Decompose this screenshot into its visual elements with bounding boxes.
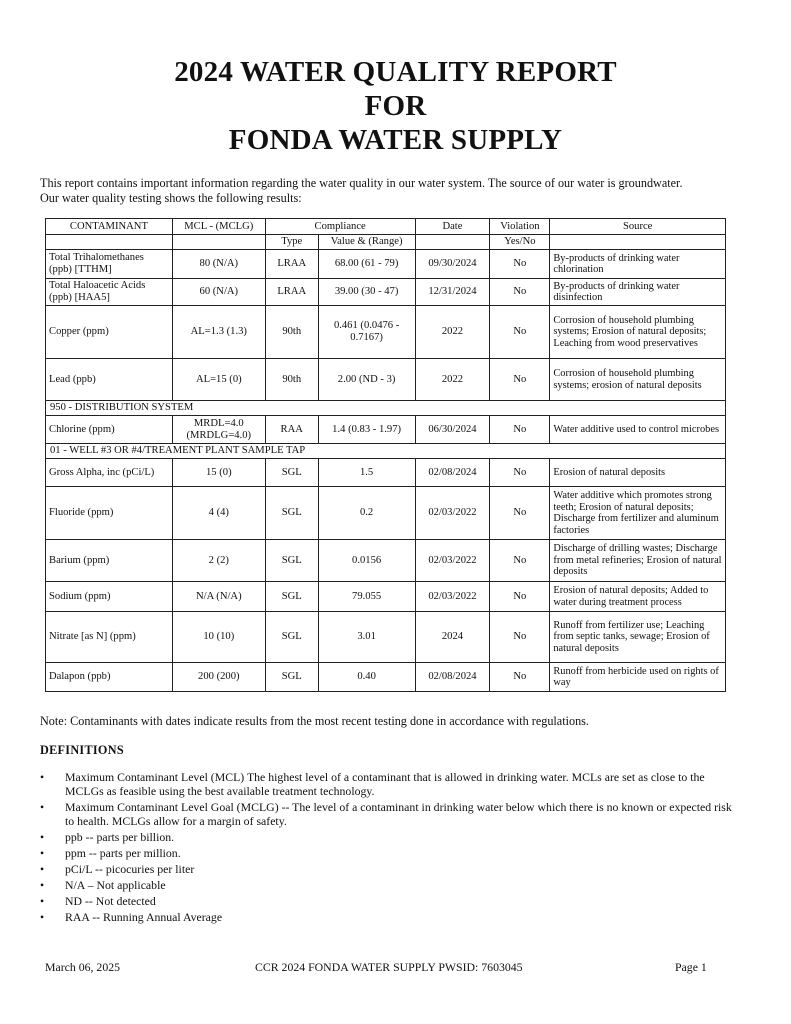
subheader-yesno: Yes/No [490, 235, 550, 250]
cell-violation: No [490, 416, 550, 444]
cell-mcl: 4 (4) [172, 487, 265, 540]
cell-type: SGL [265, 487, 318, 540]
table-row [46, 279, 726, 306]
section-label: 01 - WELL #3 OR #4/TREAMENT PLANT SAMPLE TAP [46, 444, 726, 459]
bullet-icon: • [40, 910, 45, 925]
cell-date: 02/08/2024 [415, 459, 490, 487]
bullet-icon: • [40, 845, 45, 860]
definition-item [40, 771, 740, 799]
cell-mcl: 200 (200) [172, 663, 265, 692]
cell-contaminant: Chlorine (ppm) [46, 416, 173, 444]
cell-value: 1.5 [318, 459, 415, 487]
cell-mcl: 80 (N/A) [172, 250, 265, 279]
cell-value: 39.00 (30 - 47) [318, 279, 415, 306]
cell-mcl: N/A (N/A) [172, 582, 265, 612]
cell-date: 09/30/2024 [415, 250, 490, 279]
results-note: Note: Contaminants with dates indicate results from the most recent testing done in accordance with regulations. [40, 714, 589, 728]
cell-source: By-products of drinking water chlorination [550, 250, 726, 279]
header-contaminant: CONTAMINANT [46, 219, 173, 235]
cell-date: 06/30/2024 [415, 416, 490, 444]
definition-text: pCi/L -- picocuries per liter [65, 861, 195, 876]
cell-source: Corrosion of household plumbing systems; erosion of natural deposits [550, 359, 726, 401]
cell-contaminant: Lead (ppb) [46, 359, 173, 401]
cell-value: 0.461 (0.0476 - 0.7167) [318, 306, 415, 359]
cell-source: Erosion of natural deposits; Added to water during treatment process [550, 582, 726, 612]
cell-contaminant: Copper (ppm) [46, 306, 173, 359]
subheader-type: Type [265, 235, 318, 250]
cell-date: 2022 [415, 359, 490, 401]
footer-system-id: CCR 2024 FONDA WATER SUPPLY PWSID: 7603045 [255, 960, 523, 974]
cell-value: 0.0156 [318, 540, 415, 582]
header-compliance: Compliance [265, 219, 415, 235]
cell-date: 2024 [415, 612, 490, 663]
bullet-icon: • [40, 878, 45, 893]
definition-item [40, 801, 740, 829]
intro-paragraph [40, 176, 760, 206]
cell-value: 68.00 (61 - 79) [318, 250, 415, 279]
definition-item [40, 831, 740, 845]
table-row [46, 540, 726, 582]
bullet-icon: • [40, 799, 45, 814]
table-row [46, 582, 726, 612]
cell-violation: No [490, 359, 550, 401]
cell-type: LRAA [265, 279, 318, 306]
cell-date: 02/03/2022 [415, 487, 490, 540]
subheader-blank [172, 235, 265, 250]
cell-mcl: AL=15 (0) [172, 359, 265, 401]
table-row [46, 416, 726, 444]
table-row [46, 359, 726, 401]
cell-contaminant: Total Haloacetic Acids (ppb) [HAA5] [46, 279, 173, 306]
cell-contaminant: Total Trihalomethanes (ppb) [TTHM] [46, 250, 173, 279]
table-header-row [46, 219, 726, 235]
cell-violation: No [490, 612, 550, 663]
header-source: Source [550, 219, 726, 235]
cell-source: Corrosion of household plumbing systems; Erosion of natural deposits; Leaching from wood preservatives [550, 306, 726, 359]
subheader-blank [46, 235, 173, 250]
footer-page-number: Page 1 [675, 960, 707, 974]
cell-violation: No [490, 487, 550, 540]
cell-type: SGL [265, 459, 318, 487]
cell-mcl: MRDL=4.0 (MRDLG=4.0) [172, 416, 265, 444]
intro-line-1: This report contains important information regarding the water quality in our water system. The source of our water is groundwater. [40, 176, 683, 190]
cell-value: 3.01 [318, 612, 415, 663]
cell-type: SGL [265, 663, 318, 692]
cell-date: 12/31/2024 [415, 279, 490, 306]
title-line-1: 2024 WATER QUALITY REPORT [174, 56, 617, 88]
definition-text: ND -- Not detected [65, 894, 156, 909]
cell-value: 0.2 [318, 487, 415, 540]
header-violation: Violation [490, 219, 550, 235]
definition-text: ppm -- parts per million. [65, 845, 181, 860]
bullet-icon: • [40, 770, 45, 784]
cell-contaminant: Fluoride (ppm) [46, 487, 173, 540]
subheader-blank [415, 235, 490, 250]
definition-text: Maximum Contaminant Level Goal (MCLG) -- The level of a contaminant in drinking water below which there is no known or expected risk to health. MCLGs allow for a margin of safety. [65, 799, 732, 828]
definition-item [40, 863, 740, 877]
title-line-2: FOR [364, 90, 427, 122]
subheader-value: Value & (Range) [318, 235, 415, 250]
cell-source: Discharge of drilling wastes; Discharge from metal refineries; Erosion of natural deposits [550, 540, 726, 582]
cell-source: Water additive which promotes strong teeth; Erosion of natural deposits; Discharge from fertilizer and aluminum factories [550, 487, 726, 540]
cell-violation: No [490, 250, 550, 279]
header-mcl: MCL - (MCLG) [172, 219, 265, 235]
definition-item [40, 911, 740, 925]
cell-type: RAA [265, 416, 318, 444]
header-date: Date [415, 219, 490, 235]
cell-contaminant: Barium (ppm) [46, 540, 173, 582]
title-line-3: FONDA WATER SUPPLY [228, 124, 563, 156]
cell-value: 0.40 [318, 663, 415, 692]
table-row [46, 612, 726, 663]
cell-contaminant: Gross Alpha, inc (pCi/L) [46, 459, 173, 487]
table-section-row [46, 444, 726, 459]
subheader-blank [550, 235, 726, 250]
cell-source: Runoff from herbicide used on rights of way [550, 663, 726, 692]
cell-violation: No [490, 540, 550, 582]
section-label: 950 - DISTRIBUTION SYSTEM [46, 401, 726, 416]
cell-violation: No [490, 279, 550, 306]
table-row [46, 306, 726, 359]
definition-text: ppb -- parts per billion. [65, 829, 175, 844]
bullet-icon: • [40, 861, 45, 876]
bullet-icon: • [40, 894, 45, 909]
cell-type: 90th [265, 306, 318, 359]
table-subheader-row [46, 235, 726, 250]
cell-value: 2.00 (ND - 3) [318, 359, 415, 401]
definitions-heading: DEFINITIONS [40, 743, 124, 757]
cell-violation: No [490, 663, 550, 692]
table-section-row [46, 401, 726, 416]
definition-item [40, 847, 740, 861]
definitions-list [40, 771, 740, 927]
table-row [46, 459, 726, 487]
cell-type: LRAA [265, 250, 318, 279]
cell-mcl: AL=1.3 (1.3) [172, 306, 265, 359]
cell-mcl: 15 (0) [172, 459, 265, 487]
cell-source: Water additive used to control microbes [550, 416, 726, 444]
cell-type: SGL [265, 612, 318, 663]
cell-contaminant: Nitrate [as N] (ppm) [46, 612, 173, 663]
table-row [46, 250, 726, 279]
cell-date: 02/03/2022 [415, 540, 490, 582]
bullet-icon: • [40, 829, 45, 844]
cell-source: By-products of drinking water disinfection [550, 279, 726, 306]
water-quality-table [45, 218, 726, 692]
cell-violation: No [490, 582, 550, 612]
table-row [46, 487, 726, 540]
cell-source: Runoff from fertilizer use; Leaching from septic tanks, sewage; Erosion of natural deposits [550, 612, 726, 663]
cell-date: 2022 [415, 306, 490, 359]
cell-contaminant: Dalapon (ppb) [46, 663, 173, 692]
cell-type: SGL [265, 540, 318, 582]
cell-type: SGL [265, 582, 318, 612]
definition-text: N/A – Not applicable [65, 878, 166, 893]
cell-violation: No [490, 306, 550, 359]
definition-text: RAA -- Running Annual Average [65, 910, 223, 925]
cell-violation: No [490, 459, 550, 487]
cell-type: 90th [265, 359, 318, 401]
cell-date: 02/03/2022 [415, 582, 490, 612]
cell-mcl: 10 (10) [172, 612, 265, 663]
cell-date: 02/08/2024 [415, 663, 490, 692]
cell-value: 1.4 (0.83 - 1.97) [318, 416, 415, 444]
report-title [0, 55, 791, 157]
definition-item [40, 895, 740, 909]
footer-date: March 06, 2025 [45, 960, 121, 974]
cell-value: 79.055 [318, 582, 415, 612]
intro-line-2: Our water quality testing shows the following results: [40, 191, 302, 205]
cell-source: Erosion of natural deposits [550, 459, 726, 487]
definition-text: Maximum Contaminant Level (MCL) The highest level of a contaminant that is allowed in drinking water. MCLs are set as close to the MCLGs as feasible using the best available treatment technology. [65, 770, 705, 798]
cell-contaminant: Sodium (ppm) [46, 582, 173, 612]
table-row [46, 663, 726, 692]
definition-item [40, 879, 740, 893]
cell-mcl: 2 (2) [172, 540, 265, 582]
cell-mcl: 60 (N/A) [172, 279, 265, 306]
